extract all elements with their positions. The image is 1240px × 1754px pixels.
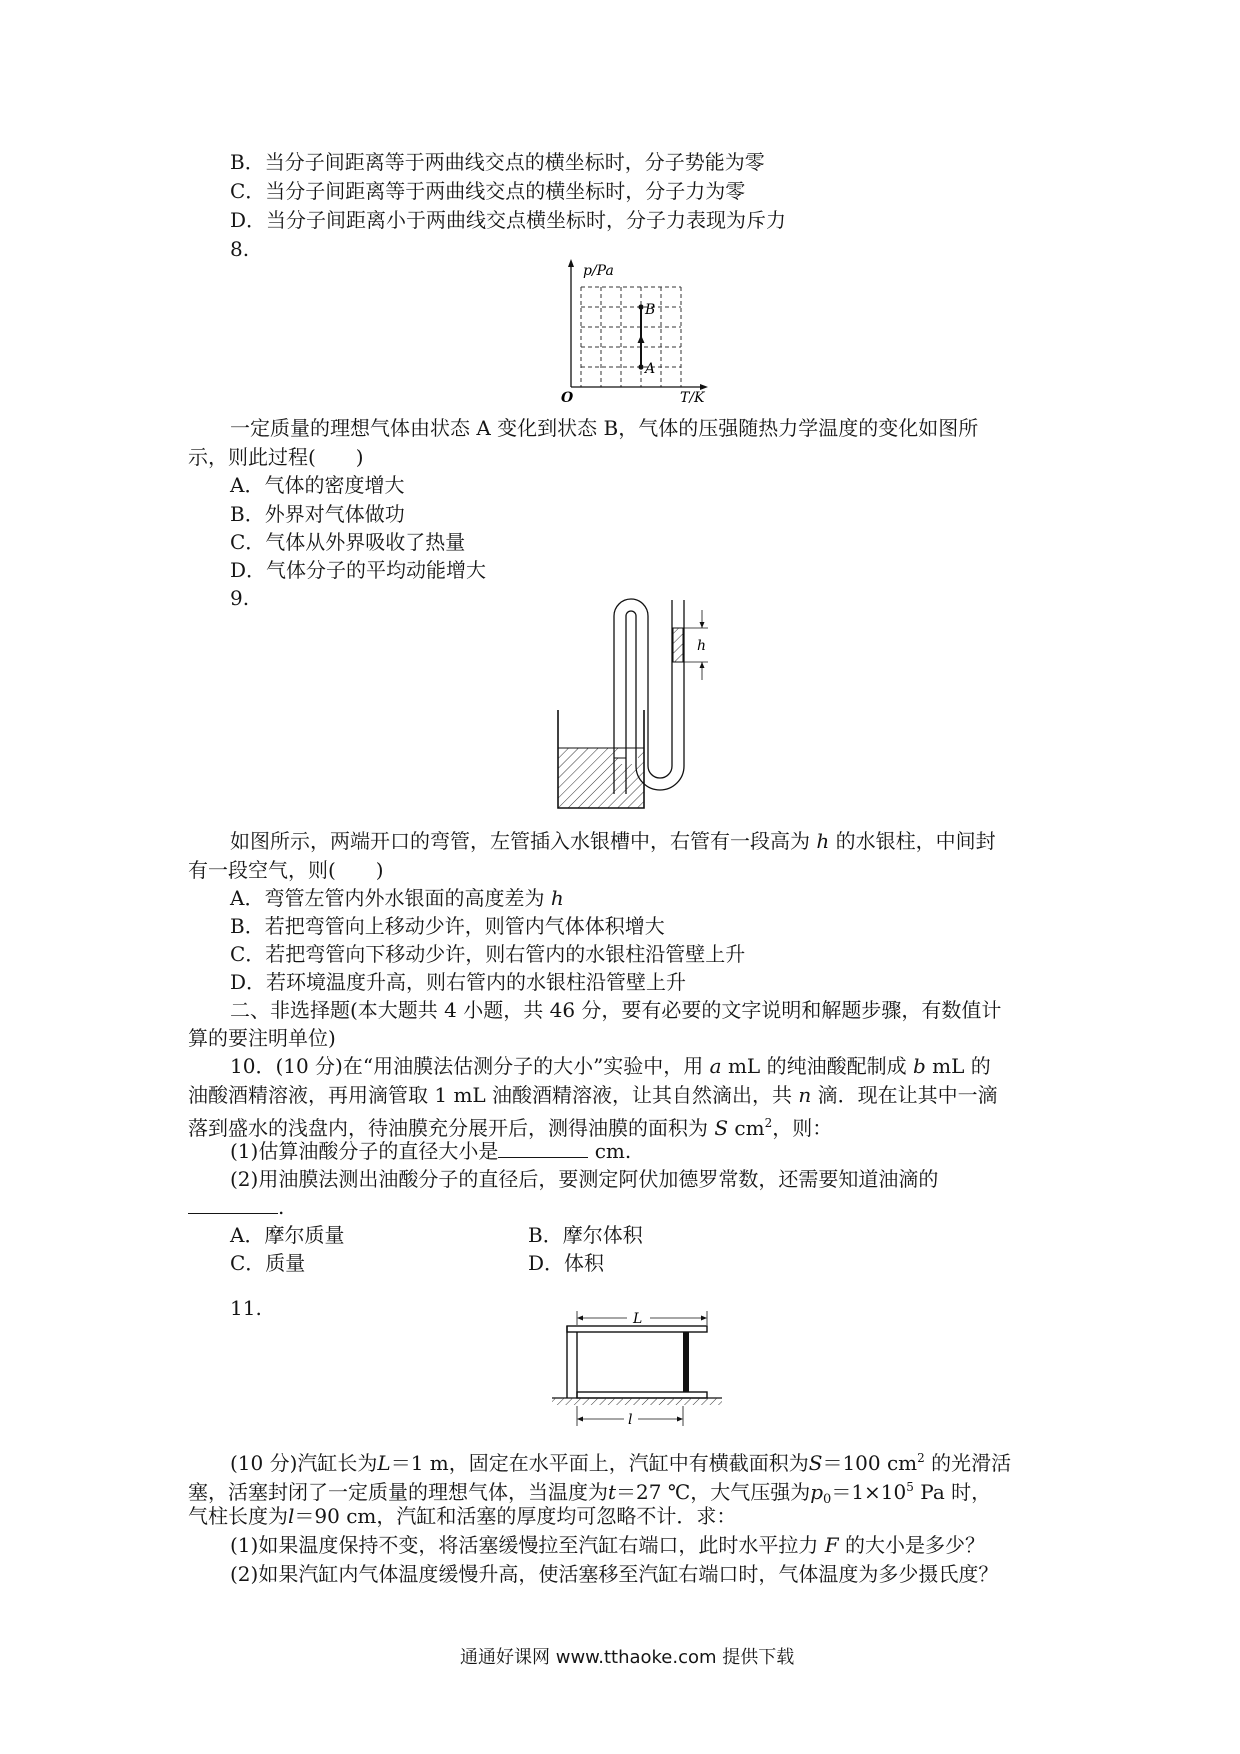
tube-gap-above-surface bbox=[618, 744, 638, 764]
q11-number: 11. bbox=[230, 1296, 262, 1320]
q11-line1: (10 分)汽缸长为L＝1 m，固定在水平面上，汽缸中有横截面积为S＝100 $cm^2$ 的光滑活 bbox=[230, 1451, 1012, 1475]
q8-number: 8. bbox=[230, 237, 250, 261]
length-L-label: L bbox=[633, 1311, 643, 1327]
q8-option-b: B．外界对气体做功 bbox=[230, 502, 405, 526]
q10-sub1: (1)估算油酸分子的直径大小是 cm. bbox=[230, 1139, 632, 1163]
length-l-label: l bbox=[628, 1412, 633, 1428]
mercury-column bbox=[673, 628, 683, 662]
q10-option-a: A．摩尔质量 bbox=[230, 1223, 345, 1247]
q10-sub2: (2)用油膜法测出油酸分子的直径后，要测定阿伏加德罗常数，还需要知道油滴的 bbox=[230, 1167, 939, 1191]
q11-sub2: (2)如果汽缸内气体温度缓慢升高，使活塞移至汽缸右端口时，气体温度为多少摄氏度？ bbox=[230, 1562, 999, 1586]
h-label: h bbox=[697, 638, 707, 654]
section2-heading-line1: 二、非选择题(本大题共 4 小题，共 46 分，要有必要的文字说明和解题步骤，有数值计 bbox=[230, 998, 1002, 1022]
q10-line3: 落到盛水的浅盘内，待油膜充分展开后，测得油膜的面积为 S $cm^2$，则： bbox=[188, 1116, 833, 1140]
q9-option-c: C．若把弯管向下移动少许，则右管内的水银柱沿管壁上升 bbox=[230, 942, 746, 966]
cylinder-bottom-wall bbox=[577, 1392, 707, 1398]
q11-cylinder-figure bbox=[552, 1308, 722, 1430]
x-axis-label: T/K bbox=[680, 390, 705, 405]
q10-option-c: C．质量 bbox=[230, 1251, 306, 1275]
q7-option-d: D．当分子间距离小于两曲线交点横坐标时，分子力表现为斥力 bbox=[230, 208, 787, 232]
q11-sub1: (1)如果温度保持不变，将活塞缓慢拉至汽缸右端口，此时水平拉力 F 的大小是多少？ bbox=[230, 1533, 985, 1557]
q10-answer-blank-2 bbox=[188, 1213, 278, 1214]
section2-heading-line2: 算的要注明单位) bbox=[188, 1026, 336, 1050]
q11-line2: 塞，活塞封闭了一定质量的理想气体，当温度为t＝27 ℃，大气压强为$p_0=1\times 10^5$ Pa 时， bbox=[188, 1480, 992, 1507]
q10-sub2-blank-line: . bbox=[188, 1193, 284, 1221]
process-arrow bbox=[638, 335, 645, 343]
q9-stem-line2: 有一段空气，则( ) bbox=[188, 858, 384, 882]
point-a-label: A bbox=[645, 361, 656, 377]
q8-stem-line2: 示，则此过程( ) bbox=[188, 445, 364, 469]
q10-option-d: D．体积 bbox=[528, 1251, 605, 1275]
grid-lines bbox=[581, 287, 681, 387]
ground-hatch bbox=[552, 1398, 722, 1405]
point-b-label: B bbox=[645, 302, 656, 318]
q9-option-b: B．若把弯管向上移动少许，则管内气体体积增大 bbox=[230, 914, 665, 938]
q8-option-d: D．气体分子的平均动能增大 bbox=[230, 558, 487, 582]
piston bbox=[683, 1332, 689, 1392]
point-a bbox=[638, 364, 643, 369]
q9-stem-line1: 如图所示，两端开口的弯管，左管插入水银槽中，右管有一段高为 h 的水银柱，中间封 bbox=[230, 829, 996, 853]
q10-line1: 10．(10 分)在“用油膜法估测分子的大小”实验中，用 a mL 的纯油酸配制成 b mL 的 bbox=[230, 1054, 991, 1078]
q8-option-c: C．气体从外界吸收了热量 bbox=[230, 530, 466, 554]
y-axis-label: p/Pa bbox=[583, 263, 614, 279]
q9-bent-tube-figure bbox=[550, 598, 730, 813]
q10-answer-blank-1 bbox=[498, 1157, 588, 1158]
y-axis-arrow bbox=[568, 259, 574, 267]
origin-label: O bbox=[561, 390, 574, 405]
q8-option-a: A．气体的密度增大 bbox=[230, 473, 405, 497]
q9-number: 9. bbox=[230, 586, 250, 610]
point-b bbox=[638, 304, 643, 309]
q8-stem-line1: 一定质量的理想气体由状态 A 变化到状态 B，气体的压强随热力学温度的变化如图所 bbox=[230, 416, 979, 440]
q7-option-c: C．当分子间距离等于两曲线交点的横坐标时，分子力为零 bbox=[230, 179, 746, 203]
page-footer: 通通好课网 www.tthaoke.com 提供下载 bbox=[460, 1647, 795, 1668]
q8-pt-graph bbox=[545, 255, 725, 405]
q9-option-d: D．若环境温度升高，则右管内的水银柱沿管壁上升 bbox=[230, 970, 687, 994]
q9-option-a: A．弯管左管内外水银面的高度差为 h bbox=[230, 886, 564, 910]
q10-option-b: B．摩尔体积 bbox=[528, 1223, 643, 1247]
q11-line3: 气柱长度为l＝90 cm，汽缸和活塞的厚度均可忽略不计．求： bbox=[188, 1504, 737, 1528]
q10-line2: 油酸酒精溶液，再用滴管取 1 mL 油酸酒精溶液，让其自然滴出，共 n 滴．现在让其中一滴 bbox=[188, 1083, 998, 1107]
q7-option-b: B．当分子间距离等于两曲线交点的横坐标时，分子势能为零 bbox=[230, 150, 765, 174]
